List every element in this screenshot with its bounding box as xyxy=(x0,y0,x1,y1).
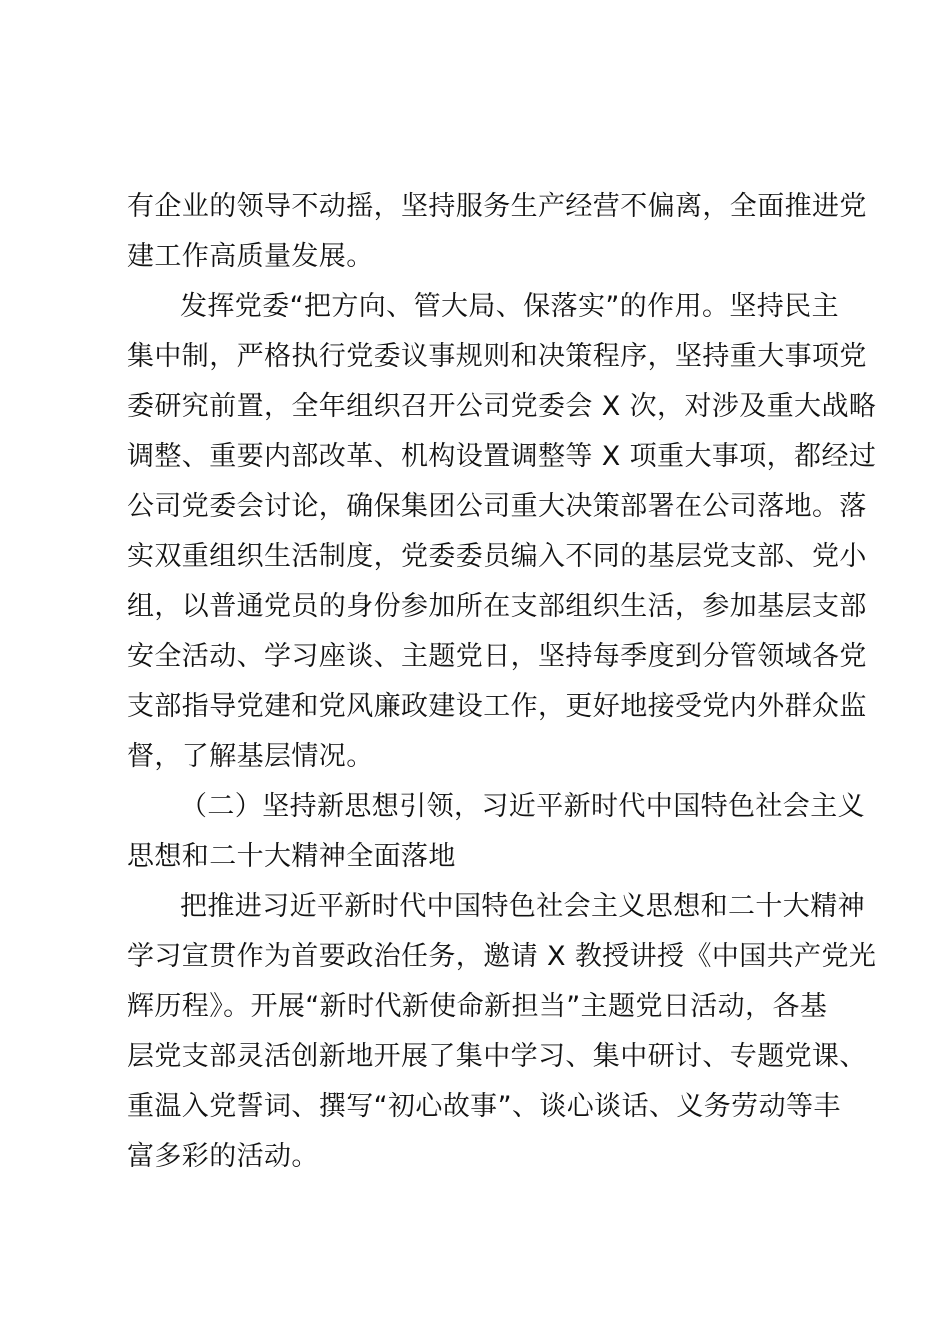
text-line: 重温入党誓词、撰写“初心故事”、谈心谈话、义务劳动等丰 xyxy=(127,1091,841,1122)
text-line: 建工作高质量发展。 xyxy=(127,241,374,272)
text-line: 支部指导党建和党风廉政建设工作，更好地接受党内外群众监 xyxy=(127,691,867,722)
text-line: 调整、重要内部改革、机构设置调整等 X 项重大事项，都经过 xyxy=(127,441,877,472)
text-line: 公司党委会讨论，确保集团公司重大决策部署在公司落地。落 xyxy=(127,491,867,522)
text-line: 层党支部灵活创新地开展了集中学习、集中研讨、专题党课、 xyxy=(127,1041,867,1072)
text-line: 学习宣贯作为首要政治任务，邀请 X 教授讲授《中国共产党光 xyxy=(127,941,877,972)
text-line: 安全活动、学习座谈、主题党日，坚持每季度到分管领域各党 xyxy=(127,641,867,672)
text-line: 辉历程》。开展“新时代新使命新担当”主题党日活动，各基 xyxy=(127,991,828,1022)
paragraph-first-line: 发挥党委“把方向、管大局、保落实”的作用。坚持民主 xyxy=(180,291,839,322)
text-line: 实双重组织生活制度，党委委员编入不同的基层党支部、党小 xyxy=(127,541,867,572)
text-line: 集中制，严格执行党委议事规则和决策程序，坚持重大事项党 xyxy=(127,341,867,372)
text-line: 有企业的领导不动摇，坚持服务生产经营不偏离，全面推进党 xyxy=(127,191,867,222)
text-line: 组，以普通党员的身份参加所在支部组织生活，参加基层支部 xyxy=(127,591,867,622)
paragraph-first-line: 把推进习近平新时代中国特色社会主义思想和二十大精神 xyxy=(180,891,865,922)
section-heading-line: 思想和二十大精神全面落地 xyxy=(127,841,456,872)
section-heading-line: （二）坚持新思想引领，习近平新时代中国特色社会主义 xyxy=(180,791,865,822)
text-line: 富多彩的活动。 xyxy=(127,1141,319,1172)
text-line: 督，了解基层情况。 xyxy=(127,741,374,772)
text-line: 委研究前置，全年组织召开公司党委会 X 次，对涉及重大战略 xyxy=(127,391,877,422)
